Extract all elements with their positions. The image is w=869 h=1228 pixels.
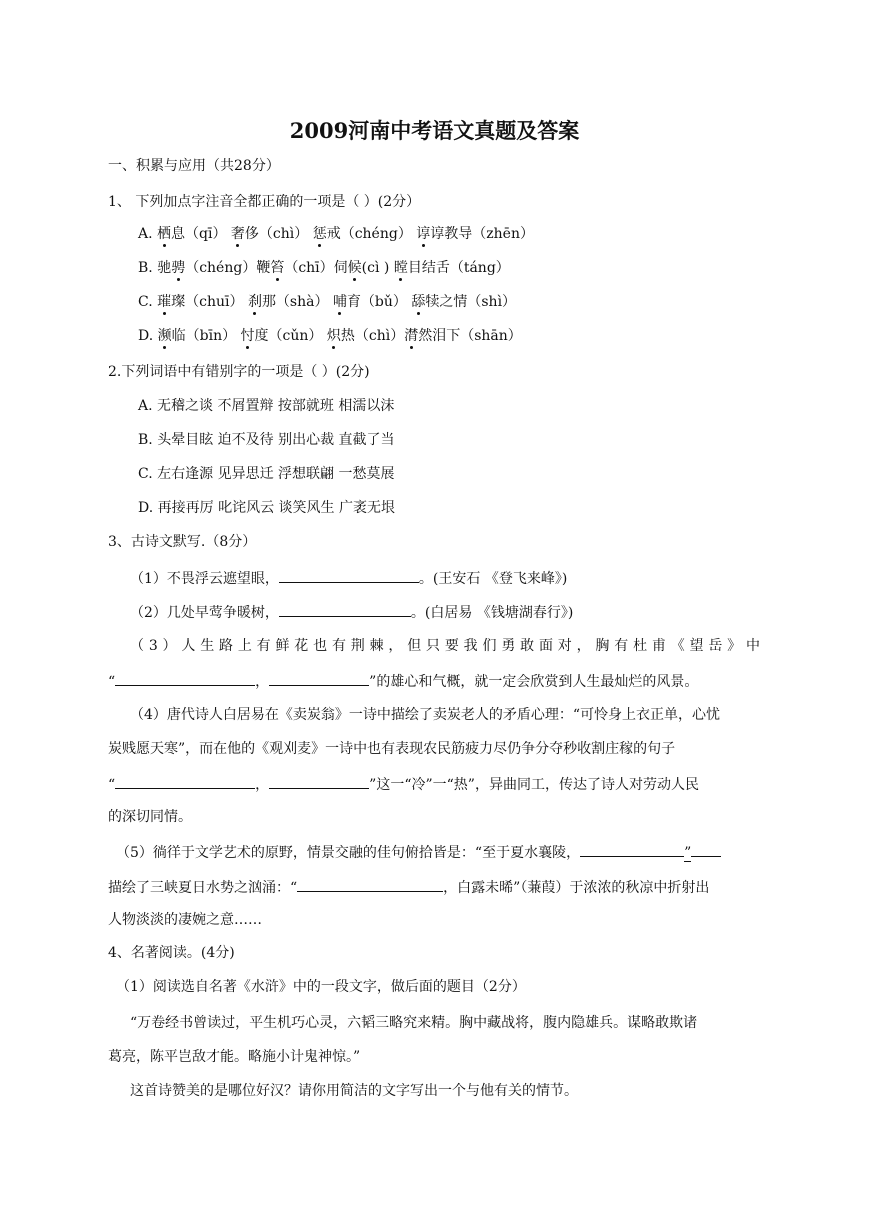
answer-blank[interactable] [269,670,369,686]
option-text: 然泪下（shān） [418,328,522,344]
answer-blank[interactable] [115,773,255,789]
option-text: B. 驰 [138,260,172,276]
dotted-char: 瞠 [393,260,408,276]
option-text: 临（bīn） [171,328,241,344]
option-text: 那（shà） [261,294,333,310]
question-1-option-a [138,224,534,244]
question-2-stem: 2.下列词语中有错别字的一项是（ ）(2分) [108,364,370,380]
comma: ， [255,674,270,690]
quote-mark: “ [108,674,116,690]
q4-subquestion-1: （1）阅读选自名著《水浒》中的一段文字，做后面的题目（2分） [116,979,526,995]
option-text: 璨（chuī） [171,294,248,310]
dotted-char: 舔 [411,294,426,310]
answer-blank[interactable] [297,876,443,892]
q3-item-2 [130,601,573,623]
option-text: A. [138,226,158,242]
q3-item-4-line-2: 炭贱愿天寒”，而在他的《观刈麦》一诗中也有表现农民筋疲力尽仍争分夺秒收割庄稼的句子 [108,741,676,757]
item-text: （1）不畏浮云遮望眼， [130,571,279,587]
dotted-char: 惩 [312,226,327,242]
q4-poem-line-1: “万卷经书曾读过，平生机巧心灵，六韬三略究来精。胸中藏战将，腹内隐雄兵。谋略敢欺诸 [130,1015,698,1031]
dotted-char: 笞 [270,260,285,276]
q4-question: 这首诗赞美的是哪位好汉？请你用简洁的文字写出一个与他有关的情节。 [130,1083,578,1099]
answer-blank[interactable] [269,773,369,789]
dotted-char: 哺 [332,294,347,310]
q3-item-4-line-4: 的深切同情。 [108,809,192,825]
option-text: D. [138,328,158,344]
answer-blank[interactable] [279,601,411,617]
dotted-char: 濒 [157,328,172,344]
option-text: 热（chì） [340,328,405,344]
q3-item-3-line-1 [130,636,760,656]
q4-poem-line-2: 葛亮，陈平岂敌才能。略施小计鬼神惊。” [108,1049,361,1065]
option-text: 犊之情（shì） [425,294,517,310]
question-4-stem: 4、名著阅读。(4分) [108,945,235,961]
item-text: 描绘了三峡夏日水势之汹涌：“ [108,880,298,896]
q3-item-4-line-3 [108,773,699,795]
answer-blank[interactable] [580,841,684,857]
item-text: ”这一“冷”一“热”，异曲同工，传达了诗人对劳动人民 [369,777,699,793]
dotted-char: 骋 [171,260,186,276]
q3-item-4-line-1: （4）唐代诗人白居易在《卖炭翁》一诗中描绘了卖炭老人的矛盾心理：“可怜身上衣正单，心忧 [130,707,721,723]
question-1-option-c [138,292,516,312]
question-2-option-a: A. 无稽之谈 不屑置辩 按部就班 相濡以沫 [138,398,395,414]
q3-item-3-line-2 [108,670,698,692]
item-source: 。(王安石 《登飞来峰》) [418,571,568,587]
page-title: 2009河南中考语文真题及答案 [289,118,580,143]
option-text: (cì ) [361,260,394,276]
option-text: 谆教导（zhēn） [430,226,534,242]
option-text: 戒（chéng） [326,226,417,242]
q3-item-1 [130,567,567,589]
q3-item-5-line-2 [108,876,709,898]
option-text: 息（qī） [171,226,231,242]
q3-item-5-line-1 [116,841,721,863]
dotted-char: 刹 [247,294,262,310]
item-text: （3）人生路上有鲜花也有荆棘，但只要我们勇敢面对，胸有杜甫《望岳》中 [130,638,760,654]
dotted-char: 奢 [230,226,245,242]
q3-item-5-line-3: 人物淡淡的凄婉之意…… [108,912,262,928]
dotted-char: 栖 [157,226,172,242]
item-text: （2）几处早莺争暖树， [130,605,279,621]
answer-blank[interactable] [279,567,419,583]
comma: ， [255,777,270,793]
option-text: 度（cǔn） [254,328,327,344]
dotted-char: 候 [347,260,362,276]
dotted-char: 潸 [404,328,419,344]
dotted-char: 炽 [326,328,341,344]
item-text: （5）徜徉于文学艺术的原野，情景交融的佳句俯拾皆是：“至于夏水襄陵， [116,845,581,861]
item-source: 。(白居易 《钱塘湖春行》) [410,605,574,621]
dotted-char: 忖 [240,328,255,344]
question-1-stem: 1、 下列加点字注音全都正确的一项是（ ）(2分） [108,194,421,210]
quote-mark: “ [108,777,116,793]
question-2-option-b: B. 头晕目眩 迫不及待 别出心裁 直截了当 [138,432,395,448]
option-text: （chéng）鞭 [185,260,271,276]
dotted-char: 谆 [416,226,431,242]
option-text: （chī）伺 [284,260,348,276]
option-text: 育（bǔ） [346,294,412,310]
section-heading: 一、积累与应用（共28分） [108,158,280,174]
option-text: 目结舌（táng） [407,260,510,276]
answer-blank[interactable] [115,670,255,686]
item-text: ，白露未晞”（蒹葭）于浓浓的秋凉中折射出 [443,880,710,896]
question-1-option-b [138,258,510,278]
question-2-option-d: D. 再接再厉 叱诧风云 谈笑风生 广袤无垠 [138,500,395,516]
question-1-option-d [138,326,522,346]
item-text: ”的雄心和气概，就一定会欣赏到人生最灿烂的风景。 [369,674,699,690]
question-3-stem: 3、古诗文默写.（8分） [108,534,257,550]
dotted-char: 璀 [157,294,172,310]
answer-blank[interactable] [691,841,721,857]
option-text: C. [138,294,158,310]
question-2-option-c: C. 左右逢源 见异思迁 浮想联翩 一愁莫展 [138,466,395,482]
quote-mark: ” [684,845,692,861]
option-text: 侈（chì） [244,226,313,242]
